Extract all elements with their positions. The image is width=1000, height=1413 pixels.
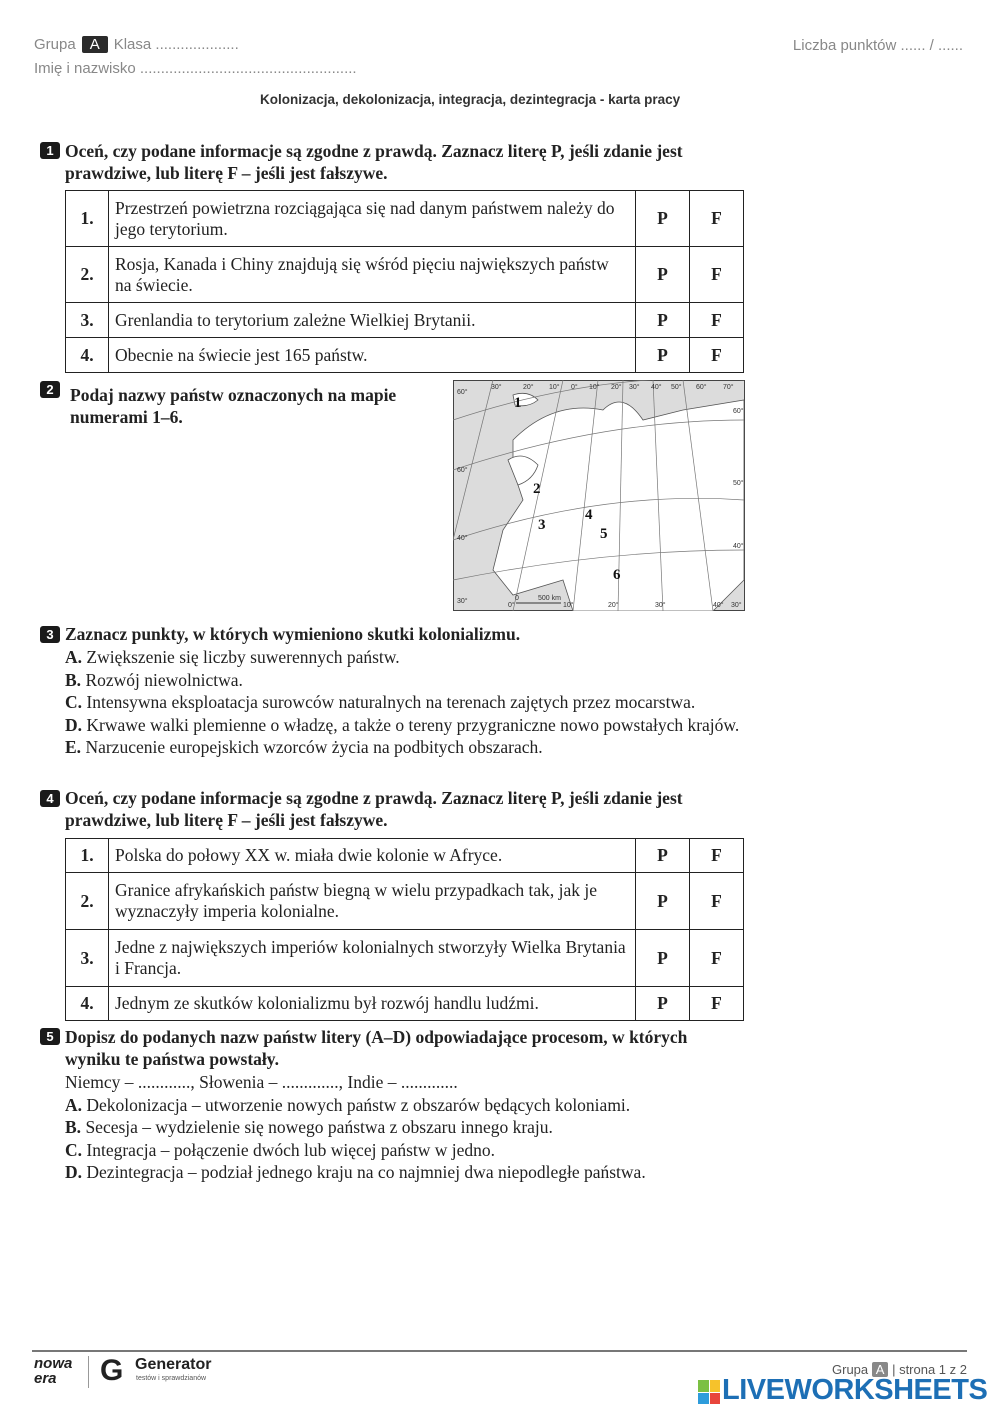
group-label: Grupa [34,36,76,53]
f-option[interactable]: F [690,303,744,338]
p-option[interactable]: P [636,930,690,987]
f-option[interactable]: F [690,839,744,873]
svg-text:10°: 10° [563,602,574,609]
name-field[interactable]: Imię i nazwisko .................................................... [34,60,357,77]
europe-map [453,380,745,611]
table-row: 2. Rosja, Kanada i Chiny znajdują się wśród pięciu największych państw na świecie. P F [66,247,744,303]
p-option[interactable]: P [636,873,690,930]
generator-logo-icon: G [100,1354,124,1387]
task1-table [65,190,744,373]
svg-text:40°: 40° [457,535,468,542]
liveworksheets-icon [698,1380,720,1404]
map-label-1: 1 [514,395,522,411]
svg-text:10°: 10° [549,384,560,391]
task4-question: Oceń, czy podane informacje są zgodne z prawdą. Zaznacz literę P, jeśli zdanie jest prawdziwe, lub literę F – jeśli jest fałszywe. [65,788,683,830]
svg-text:50°: 50° [733,480,744,487]
points-field: Liczba punktów ...... / ...... [792,37,963,54]
footer-divider [32,1350,967,1352]
generator-logo: Generator [135,1356,212,1373]
task-number-5: 5 [40,1028,60,1045]
map-label-4: 4 [585,507,593,523]
table-row: 1. Przestrzeń powietrzna rozciągająca się nad danym państwem należy do jego terytorium. P F [66,191,744,247]
liveworksheets-logo: LIVEWORKSHEETS [722,1374,988,1406]
svg-text:40°: 40° [713,602,724,609]
footer-page-info: Grupa A | strona 1 z 2 [832,1362,967,1377]
f-option[interactable]: F [690,873,744,930]
option-d[interactable]: D. Krwawe walki plemienne o władzę, a także o tereny przygraniczne nowo powstałych krajów. [65,714,740,735]
fill-in-line[interactable]: Niemcy – ............, Słowenia – ............., Indie – ............. [65,1072,458,1092]
header-line1 [34,36,239,53]
table-row: 4. Jednym ze skutków kolonializmu był rozwój handlu ludźmi. P F [66,987,744,1021]
option-b: B. Secesja – wydzielenie się nowego państwa z obszaru innego kraju. [65,1117,553,1137]
svg-text:60°: 60° [696,384,707,391]
map-label-2: 2 [533,481,541,497]
table-row: 4. Obecnie na świecie jest 165 państw. P F [66,338,744,373]
f-option[interactable]: F [690,930,744,987]
option-a[interactable]: A. Zwiększenie się liczby suwerennych państw. [65,647,400,667]
svg-text:30°: 30° [457,598,468,605]
svg-text:20°: 20° [608,602,619,609]
f-option[interactable]: F [690,987,744,1021]
svg-text:30°: 30° [629,384,640,391]
svg-text:60°: 60° [733,408,744,415]
p-option[interactable]: P [636,247,690,303]
task4-table [65,838,744,1021]
svg-text:10°: 10° [589,384,600,391]
generator-sub: testów i sprawdzianów [136,1375,207,1382]
option-e[interactable]: E. Narzucenie europejskich wzorców życia na podbitych obszarach. [65,737,543,757]
task-number-1: 1 [40,142,60,159]
table-row: 3. Jedne z największych imperiów kolonialnych stworzyły Wielka Brytania i Francja. P F [66,930,744,987]
option-b[interactable]: B. Rozwój niewolnictwa. [65,669,243,690]
svg-text:40°: 40° [651,384,662,391]
option-c: C. Integracja – połączenie dwóch lub więcej państw w jedno. [65,1139,496,1160]
svg-text:30°: 30° [655,602,666,609]
task-number-2: 2 [40,381,60,398]
table-row: 1. Polska do połowy XX w. miała dwie kolonie w Afryce. P F [66,839,744,873]
map-scale-zero: 0 [515,595,519,602]
task5-body [65,1071,755,1184]
svg-text:60°: 60° [457,467,468,474]
svg-text:70°: 70° [723,384,734,391]
svg-text:0°: 0° [508,602,515,609]
task3-question: Zaznacz punkty, w których wymieniono skutki kolonializmu. [65,624,521,644]
map-label-5: 5 [600,526,608,542]
option-d: D. Dezintegracja – podział jednego kraju na co najmniej dwa niepodległe państwa. [65,1162,646,1182]
f-option[interactable]: F [690,247,744,303]
table-row: 3. Grenlandia to terytorium zależne Wielkiej Brytanii. P F [66,303,744,338]
table-row: 2. Granice afrykańskich państw biegną w wielu przypadkach tak, jak je wyznaczyły imperia kolonialne. P F [66,873,744,930]
svg-text:50°: 50° [671,384,682,391]
logo-divider [88,1356,89,1388]
p-option[interactable]: P [636,191,690,247]
task3-options [65,646,755,759]
task2-question: Podaj nazwy państw oznaczonych na mapie numerami 1–6. [70,385,397,427]
f-option[interactable]: F [690,191,744,247]
p-option[interactable]: P [636,338,690,373]
map-label-3: 3 [538,517,546,533]
option-a: A. Dekolonizacja – utworzenie nowych państw z obszarów będących koloniami. [65,1094,631,1115]
task-number-3: 3 [40,626,60,643]
group-badge: A [82,36,108,53]
worksheet-title: Kolonizacja, dekolonizacja, integracja, dezintegracja - karta pracy [260,92,681,107]
svg-text:20°: 20° [611,384,622,391]
svg-text:0°: 0° [571,384,578,391]
task5-question: Dopisz do podanych nazw państw litery (A–D) odpowiadające procesom, w których wyniku te państwa powstały. [65,1027,688,1069]
svg-text:60°: 60° [457,389,468,396]
f-option[interactable]: F [690,338,744,373]
map-label-6: 6 [613,567,621,583]
p-option[interactable]: P [636,839,690,873]
map-scale: 500 km [538,595,561,602]
svg-text:30°: 30° [491,384,502,391]
option-c[interactable]: C. Intensywna eksploatacja surowców naturalnych na terenach zajętych przez mocarstwa. [65,692,696,712]
svg-text:40°: 40° [733,543,744,550]
class-field[interactable]: Klasa .................... [113,36,239,53]
svg-text:30°: 30° [731,602,742,609]
p-option[interactable]: P [636,987,690,1021]
svg-text:20°: 20° [523,384,534,391]
task1-question: Oceń, czy podane informacje są zgodne z prawdą. Zaznacz literę P, jeśli zdanie jest prawdziwe, lub literę F – jeśli jest fałszywe. [65,141,683,183]
task-number-4: 4 [40,790,60,807]
p-option[interactable]: P [636,303,690,338]
nowa-era-logo: nowa era [34,1355,73,1387]
